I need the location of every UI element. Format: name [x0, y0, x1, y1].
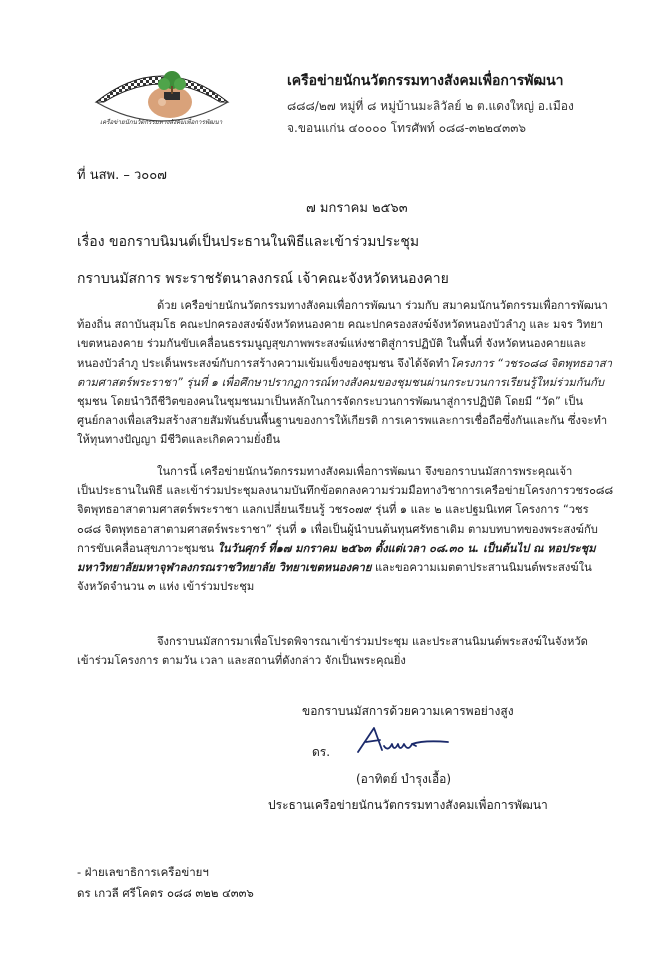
letter-date: ๗ มกราคม ๒๕๖๓ — [306, 201, 408, 216]
contact-department: - ฝ่ายเลขาธิการเครือข่ายฯ — [77, 865, 209, 879]
logo-text: เครือข่ายนักนวัตกรรมทางสังคมเพื่อการพัฒนา — [100, 119, 223, 126]
paragraph-1-line: ตามศาสตร์พระราชา” รุ่นที่ ๑ เพื่อศึกษาปรากฏการณ์ทางสังคมของชุมชนผ่านกระบวนการเรียนรู้ใหม่ร่วมกันกับ — [77, 375, 605, 389]
paragraph-2-line: เป็นประธานในพิธี และเข้าร่วมประชุมลงนามบันทึกข้อตกลงความร่วมมือทางวิชาการเครือข่ายโครงการวชร๐๘๘ — [77, 484, 614, 498]
signature-prefix: ดร. — [312, 745, 331, 759]
paragraph-3 — [77, 632, 617, 670]
signer-title: ประธานเครือข่ายนักนวัตกรรมทางสังคมเพื่อการพัฒนา — [268, 798, 548, 812]
university-name: มหาวิทยาลัยมหาจุฬาลงกรณราชวิทยาลัย วิทยาเขตหนองคาย — [77, 561, 372, 575]
paragraph-3-line: จึงกราบนมัสการมาเพื่อโปรดพิจารณาเข้าร่วมประชุม และประสานนิมนต์พระสงฆ์ในจังหวัด — [157, 635, 588, 648]
paragraph-2 — [77, 462, 617, 596]
paragraph-3-line: เข้าร่วมโครงการ ตามวัน เวลา และสถานที่ดังกล่าว จักเป็นพระคุณยิ่ง — [77, 654, 406, 668]
reference-number: ที่ นสพ. – ว๐๐๗ — [77, 168, 167, 183]
contact-person: ดร เกวลี ศรีโคตร ๐๘๘ ๓๒๒ ๔๓๓๖ — [77, 886, 254, 900]
paragraph-1-line: ท้องถิ่น สถาบันสุมโธ คณะปกครองสงฆ์จังหวัดหนองคาย คณะปกครองสงฆ์จังหวัดหนองบัวลำภู และ มจร วิทยา — [77, 318, 604, 332]
paragraph-1 — [77, 296, 617, 450]
address-line-1: ๘๘๘/๒๗ หมู่ที่ ๘ หมู่บ้านมะลิวัลย์ ๒ ต.แดงใหญ่ อ.เมือง — [287, 99, 574, 113]
meeting-date-venue: ในวันศุกร์ ที่๑๗ มกราคม ๒๕๖๓ ตั้งแต่เวลา ๐๘.๓๐ น. เป็นต้นไป ณ หอประชุม — [217, 541, 596, 555]
project-name-italic: โครงการ “วชร๐๘๘ จิตพุทธอาสา — [449, 356, 613, 370]
paragraph-1-line: ชุมชน โดยนำวิถีชีวิตของคนในชุมชนมาเป็นหลักในการจัดกระบวนการพัฒนาสู่การปฏิบัติ โดยมี “วัด” เป็น — [77, 395, 583, 409]
signer-name: (อาทิตย์ บำรุงเอื้อ) — [356, 772, 452, 786]
address-line-2: จ.ขอนแก่น ๔๐๐๐๐ โทรศัพท์ ๐๘๘-๓๒๒๔๓๓๖ — [287, 121, 527, 135]
paragraph-1-line: เขตหนองคาย ร่วมกันขับเคลื่อนธรรมนูญสุขภาพพระสงฆ์แห่งชาติสู่การปฏิบัติ ในพื้นที่ จังหวัดหนองคายและ — [77, 337, 587, 351]
organization-logo — [92, 62, 232, 134]
closing-phrase: ขอกราบนมัสการด้วยความเคารพอย่างสูง — [302, 704, 514, 718]
paragraph-2-line: ๐๘๘ จิตพุทธอาสาตามศาสตร์พระราชา” รุ่นที่ ๑ เพื่อเป็นผู้นำบนต้นทุนศรัทธาเดิม ตามบทบาทของพระสงฆ์กับ — [77, 522, 598, 536]
letter-subject: เรื่อง ขอกราบนิมนต์เป็นประธานในพิธีและเข้าร่วมประชุม — [77, 234, 420, 250]
paragraph-2-line: การขับเคลื่อนสุขภาวะชุมชน ในวันศุกร์ ที่๑๗ มกราคม ๒๕๖๓ ตั้งแต่เวลา ๐๘.๓๐ น. เป็นต้นไป ณ หอประชุม — [77, 541, 596, 555]
paragraph-2-line: จิตพุทธอาสาตามศาสตร์พระราชา แลกเปลี่ยนเรียนรู้ วชร๐๗๙ รุ่นที่ ๑ และ ๒ และปฐมนิเทศ โครงการ “วชร — [77, 503, 589, 517]
paragraph-2-line: มหาวิทยาลัยมหาจุฬาลงกรณราชวิทยาลัย วิทยาเขตหนองคาย และขอความเมตตาประสานนิมนต์พระสงฆ์ใน — [77, 561, 592, 575]
paragraph-2-line: ในการนี้ เครือข่ายนักนวัตกรรมทางสังคมเพื่อการพัฒนา จึงขอกราบนมัสการพระคุณเจ้า — [157, 465, 573, 478]
handwritten-signature — [352, 722, 452, 758]
paragraph-1-line: ด้วย เครือข่ายนักนวัตกรรมทางสังคมเพื่อการพัฒนา ร่วมกับ สมาคมนักนวัตกรรมเพื่อการพัฒนา — [157, 299, 608, 312]
paragraph-1-line: หนองบัวลำภู ประเด็นพระสงฆ์กับการสร้างความเข้มแข็งของชุมชน จึงได้จัดทำโครงการ “วชร๐๘๘ จิตพุทธอาสา — [77, 356, 613, 370]
letter-salutation: กราบนมัสการ พระราชรัตนาลงกรณ์ เจ้าคณะจังหวัดหนองคาย — [77, 271, 449, 287]
organization-name: เครือข่ายนักนวัตกรรมทางสังคมเพื่อการพัฒนา — [287, 73, 564, 89]
paragraph-1-line: ศูนย์กลางเพื่อเสริมสร้างสายสัมพันธ์บนพื้นฐานของการให้เกียรติ การเคารพและการเชื่อถือซึ่งกันและกัน ซึ่งจะทำ — [77, 414, 608, 428]
paragraph-1-line: ให้ทุนทางปัญญา มีชีวิตและเกิดความยั่งยืน — [77, 433, 281, 447]
paragraph-2-line: จังหวัดจำนวน ๓ แห่ง เข้าร่วมประชุม — [77, 580, 255, 594]
